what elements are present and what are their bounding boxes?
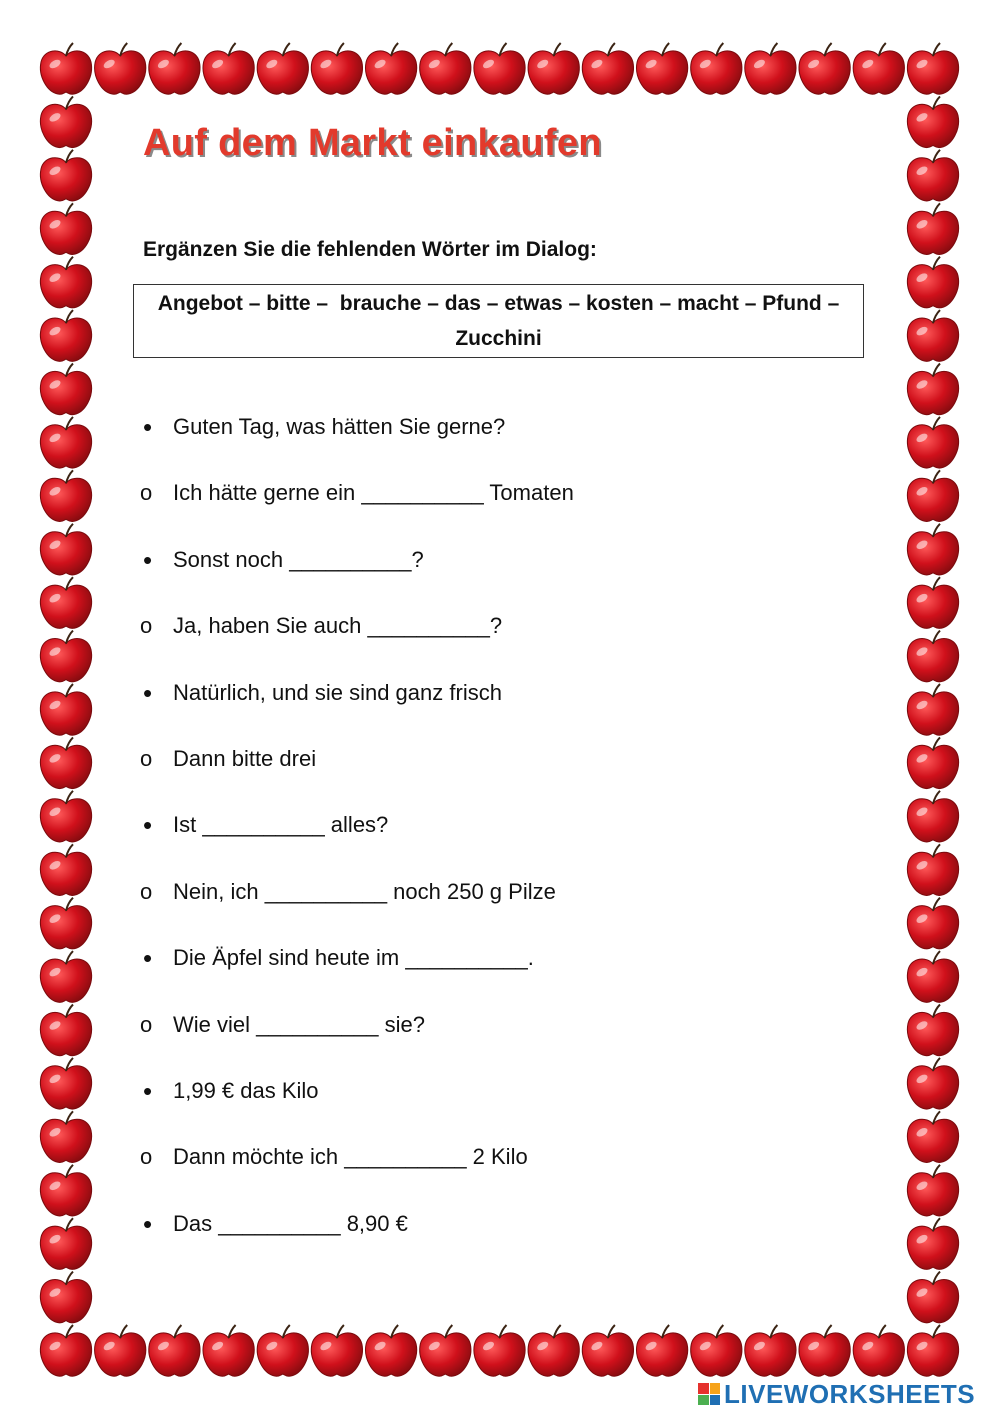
apple-icon bbox=[40, 791, 91, 842]
word-bank-text: Angebot – bitte – brauche – das – etwas – kosten – macht – Pfund – Zucchini bbox=[157, 292, 846, 350]
apple-icon bbox=[907, 577, 958, 628]
dialog-line bbox=[140, 471, 574, 537]
apple-icon bbox=[528, 1325, 579, 1376]
apple-icon bbox=[907, 364, 958, 415]
apple-icon bbox=[40, 96, 91, 147]
apple-icon bbox=[40, 524, 91, 575]
apple-icon bbox=[853, 43, 904, 94]
apple-icon bbox=[40, 951, 91, 1002]
apple-icon bbox=[95, 1325, 146, 1376]
apple-icon bbox=[907, 844, 958, 895]
circle-marker: o bbox=[140, 480, 153, 506]
apple-icon bbox=[745, 1325, 796, 1376]
apple-icon bbox=[203, 43, 254, 94]
apple-icon bbox=[907, 96, 958, 147]
apple-icon bbox=[420, 43, 471, 94]
apple-icon bbox=[40, 1005, 91, 1056]
bullet-marker: • bbox=[143, 1075, 153, 1106]
dialog-text: Natürlich, und sie sind ganz frisch bbox=[173, 679, 502, 705]
apple-icon bbox=[40, 417, 91, 468]
apple-icon bbox=[40, 1218, 91, 1269]
apple-icon bbox=[40, 257, 91, 308]
dialog-line bbox=[140, 1069, 574, 1135]
apple-icon bbox=[40, 577, 91, 628]
dialog-line bbox=[140, 1003, 574, 1069]
dialog-line bbox=[140, 870, 574, 936]
bullet-marker: • bbox=[143, 943, 153, 974]
apple-icon bbox=[40, 1325, 91, 1376]
dialog-text: Wie viel __________ sie? bbox=[173, 1011, 425, 1037]
apple-icon bbox=[474, 1325, 525, 1376]
apple-icon bbox=[149, 1325, 200, 1376]
apple-icon bbox=[907, 203, 958, 254]
apple-icon bbox=[40, 1111, 91, 1162]
apple-icon bbox=[853, 1325, 904, 1376]
apple-icon bbox=[366, 43, 417, 94]
dialog-list bbox=[140, 405, 574, 1268]
apple-icon bbox=[907, 791, 958, 842]
apple-icon bbox=[311, 43, 362, 94]
apple-icon bbox=[257, 43, 308, 94]
apple-icon bbox=[907, 1165, 958, 1216]
apple-icon bbox=[40, 898, 91, 949]
apple-icon bbox=[907, 1272, 958, 1323]
bullet-marker: • bbox=[143, 677, 153, 708]
circle-marker: o bbox=[140, 1144, 153, 1170]
apple-icon bbox=[907, 1111, 958, 1162]
apple-icon bbox=[907, 1218, 958, 1269]
dialog-line bbox=[140, 538, 574, 604]
apple-icon bbox=[40, 203, 91, 254]
apple-icon bbox=[40, 470, 91, 521]
bullet-marker: • bbox=[143, 1208, 153, 1239]
dialog-line bbox=[140, 936, 574, 1002]
apple-icon bbox=[40, 1165, 91, 1216]
dialog-text: Dann bitte drei bbox=[173, 745, 317, 771]
apple-icon bbox=[691, 43, 742, 94]
dialog-text: Die Äpfel sind heute im __________. bbox=[173, 945, 534, 971]
apple-icon bbox=[582, 1325, 633, 1376]
apple-icon bbox=[907, 631, 958, 682]
apple-icon bbox=[40, 737, 91, 788]
circle-marker: o bbox=[140, 745, 153, 771]
apple-icon bbox=[907, 951, 958, 1002]
apple-icon bbox=[40, 1272, 91, 1323]
apple-icon bbox=[907, 524, 958, 575]
apple-icon bbox=[907, 417, 958, 468]
apple-icon bbox=[691, 1325, 742, 1376]
apple-icon bbox=[582, 43, 633, 94]
dialog-line bbox=[140, 737, 574, 803]
dialog-text: Ist __________ alles? bbox=[173, 812, 389, 838]
dialog-line bbox=[140, 1202, 574, 1268]
circle-marker: o bbox=[140, 1011, 153, 1037]
dialog-line bbox=[140, 1135, 574, 1201]
apple-icon bbox=[203, 1325, 254, 1376]
apple-icon bbox=[907, 43, 958, 94]
logo-text: LIVEWORKSHEETS bbox=[724, 1378, 976, 1409]
apple-icon bbox=[799, 43, 850, 94]
dialog-text: Ich hätte gerne ein __________ Tomaten bbox=[173, 480, 574, 506]
apple-icon bbox=[907, 1005, 958, 1056]
dialog-line bbox=[140, 803, 574, 869]
dialog-text: Das __________ 8,90 € bbox=[173, 1210, 408, 1236]
apple-icon bbox=[907, 737, 958, 788]
apple-icon bbox=[40, 364, 91, 415]
dialog-line bbox=[140, 604, 574, 670]
apple-icon bbox=[907, 310, 958, 361]
liveworksheets-logo-icon bbox=[698, 1383, 720, 1405]
bullet-marker: • bbox=[143, 544, 153, 575]
apple-icon bbox=[907, 898, 958, 949]
apple-icon bbox=[907, 684, 958, 735]
apple-icon bbox=[907, 257, 958, 308]
apple-icon bbox=[907, 150, 958, 201]
apple-icon bbox=[907, 470, 958, 521]
liveworksheets-logo[interactable] bbox=[698, 1378, 975, 1410]
circle-marker: o bbox=[140, 878, 153, 904]
apple-icon bbox=[40, 844, 91, 895]
dialog-text: Guten Tag, was hätten Sie gerne? bbox=[173, 414, 506, 439]
bullet-marker: • bbox=[143, 412, 153, 442]
apple-icon bbox=[420, 1325, 471, 1376]
word-bank-box bbox=[133, 284, 864, 358]
circle-marker: o bbox=[140, 613, 153, 639]
instruction-text: Ergänzen Sie die fehlenden Wörter im Dialog: bbox=[143, 238, 597, 261]
dialog-line bbox=[140, 671, 574, 737]
apple-icon bbox=[907, 1325, 958, 1376]
apple-icon bbox=[95, 43, 146, 94]
apple-icon bbox=[528, 43, 579, 94]
apple-icon bbox=[799, 1325, 850, 1376]
apple-icon bbox=[366, 1325, 417, 1376]
dialog-text: Nein, ich __________ noch 250 g Pilze bbox=[173, 878, 556, 904]
apple-icon bbox=[40, 310, 91, 361]
apple-icon bbox=[907, 1058, 958, 1109]
bullet-marker: • bbox=[143, 810, 153, 841]
apple-icon bbox=[40, 631, 91, 682]
apple-icon bbox=[257, 1325, 308, 1376]
apple-icon bbox=[745, 43, 796, 94]
apple-icon bbox=[637, 43, 688, 94]
apple-icon bbox=[40, 1058, 91, 1109]
apple-icon bbox=[40, 150, 91, 201]
dialog-text: 1,99 € das Kilo bbox=[173, 1077, 319, 1103]
apple-icon bbox=[149, 43, 200, 94]
dialog-text: Ja, haben Sie auch __________? bbox=[173, 613, 503, 639]
dialog-line bbox=[140, 405, 574, 471]
apple-icon bbox=[40, 684, 91, 735]
dialog-text: Dann möchte ich __________ 2 Kilo bbox=[173, 1144, 528, 1170]
dialog-text: Sonst noch __________? bbox=[173, 546, 424, 572]
page-title: Auf dem Markt einkaufen bbox=[143, 122, 602, 164]
apple-icon bbox=[474, 43, 525, 94]
apple-icon bbox=[637, 1325, 688, 1376]
apple-icon bbox=[40, 43, 91, 94]
apple-icon bbox=[311, 1325, 362, 1376]
